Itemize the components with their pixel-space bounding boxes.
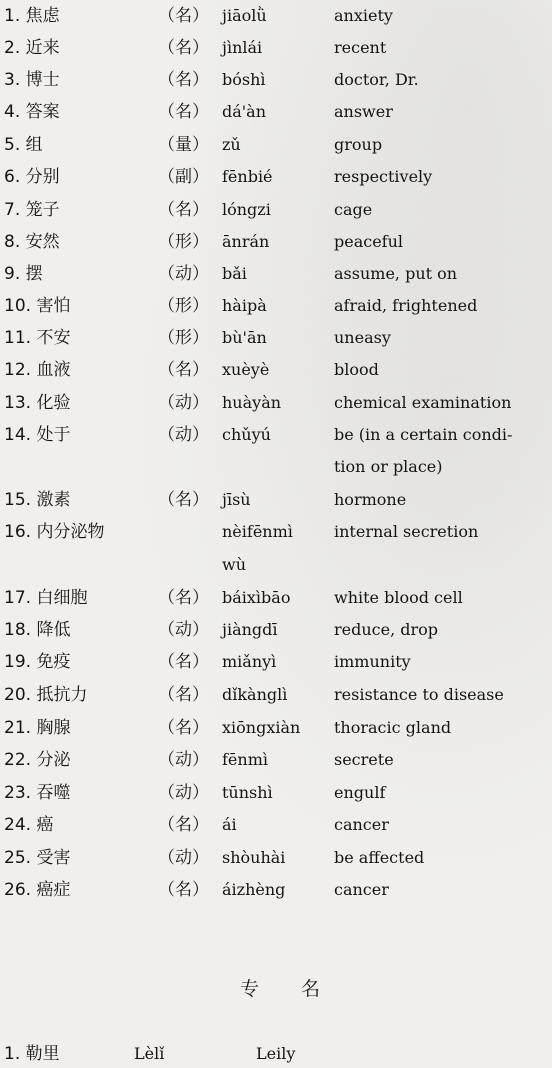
vocab-pinyin: bóshì [222,70,266,89]
vocab-word: 15. 激素 [4,490,71,510]
vocab-gloss: uneasy [334,328,391,347]
vocab-word: 3. 博士 [4,70,60,90]
vocab-item [0,584,552,612]
vocab-pinyin: tūnshì [222,783,273,802]
vocab-item [0,779,552,807]
vocab-part-of-speech: （动） [158,848,209,868]
proper-name-gloss: Leily [256,1044,296,1063]
vocab-pinyin: fēnmì [222,750,268,769]
vocab-word: 23. 吞噬 [4,783,71,803]
vocab-word: 19. 免疫 [4,652,71,672]
vocab-item [0,518,552,546]
vocab-part-of-speech: （动） [158,425,209,445]
vocab-part-of-speech: （名） [158,360,209,380]
vocab-word: 2. 近来 [4,38,60,58]
vocab-gloss: be (in a certain condi- [334,425,513,444]
vocab-pinyin-continuation: wù [222,555,246,574]
vocab-pinyin: shòuhài [222,848,286,867]
vocab-part-of-speech: （名） [158,6,209,26]
vocab-item [0,844,552,872]
vocab-gloss: thoracic gland [334,718,452,737]
vocab-pinyin: zǔ [222,135,241,154]
vocab-word: 24. 癌 [4,815,54,835]
vocab-item [0,131,552,159]
vocab-word: 18. 降低 [4,620,71,640]
vocab-gloss: recent [334,38,387,57]
vocab-part-of-speech: （量） [158,135,209,155]
vocab-gloss: peaceful [334,232,404,251]
proper-name-item [0,1040,552,1068]
vocab-gloss: reduce, drop [334,620,439,639]
proper-names-heading: 专 名 [240,978,339,1000]
vocab-item [0,2,552,30]
vocab-pinyin: nèifēnmì [222,522,293,541]
vocab-pinyin: fēnbié [222,167,273,186]
vocab-word: 14. 处于 [4,425,71,445]
vocab-gloss: internal secretion [334,522,479,541]
vocab-pinyin: báixìbāo [222,588,291,607]
vocab-pinyin: hàipà [222,296,267,315]
vocab-item [0,681,552,709]
vocab-word: 1. 焦虑 [4,6,60,26]
vocab-gloss: cancer [334,880,389,899]
vocab-part-of-speech: （动） [158,620,209,640]
vocab-gloss: engulf [334,783,386,802]
vocab-item [0,34,552,62]
vocab-word: 9. 摆 [4,264,43,284]
vocab-pinyin: dǐkànglì [222,685,288,704]
vocab-pinyin: huàyàn [222,393,282,412]
vocab-item [0,196,552,224]
vocab-part-of-speech: （名） [158,718,209,738]
vocab-gloss: blood [334,360,379,379]
vocab-pinyin: bù'ān [222,328,267,347]
vocab-part-of-speech: （动） [158,264,209,284]
vocab-gloss: afraid, frightened [334,296,478,315]
vocab-item [0,876,552,904]
vocab-pinyin: chǔyú [222,425,271,444]
vocab-part-of-speech: （动） [158,393,209,413]
vocab-word: 5. 组 [4,135,43,155]
vocab-gloss: answer [334,102,393,121]
vocab-part-of-speech: （名） [158,815,209,835]
vocab-item [0,66,552,94]
vocab-pinyin: ānrán [222,232,270,251]
vocab-word: 13. 化验 [4,393,71,413]
vocab-part-of-speech: （名） [158,200,209,220]
vocab-gloss: group [334,135,383,154]
vocab-item [0,389,552,417]
vocab-item [0,98,552,126]
vocab-word: 26. 癌症 [4,880,71,900]
vocab-word: 25. 受害 [4,848,71,868]
vocab-gloss: respectively [334,167,433,186]
vocab-gloss: secrete [334,750,394,769]
vocab-item [0,356,552,384]
vocab-pinyin: miǎnyì [222,652,277,671]
vocab-part-of-speech: （名） [158,102,209,122]
vocab-word: 12. 血液 [4,360,71,380]
vocab-item [0,292,552,320]
vocab-gloss: cancer [334,815,389,834]
vocab-gloss: immunity [334,652,411,671]
proper-name-pinyin: Lèlǐ [134,1044,165,1063]
vocab-item [0,486,552,514]
vocab-word: 21. 胸腺 [4,718,71,738]
vocab-gloss: anxiety [334,6,393,25]
vocab-pinyin: xuèyè [222,360,270,379]
vocab-word: 10. 害怕 [4,296,71,316]
vocab-gloss: assume, put on [334,264,458,283]
vocab-part-of-speech: （形） [158,328,209,348]
vocab-gloss: cage [334,200,373,219]
vocab-item [0,228,552,256]
vocab-part-of-speech: （名） [158,70,209,90]
vocab-word: 16. 内分泌物 [4,522,105,542]
vocab-pinyin: jìnlái [222,38,263,57]
vocab-word: 20. 抵抗力 [4,685,88,705]
vocab-gloss-continuation: tion or place) [334,457,443,476]
vocab-pinyin: bǎi [222,264,247,283]
vocab-word: 7. 笼子 [4,200,60,220]
vocab-gloss: resistance to disease [334,685,504,704]
vocab-part-of-speech: （名） [158,490,209,510]
proper-name-word: 1. 勒里 [4,1044,60,1064]
vocab-word: 22. 分泌 [4,750,71,770]
vocab-pinyin: xiōngxiàn [222,718,301,737]
vocab-item [0,746,552,774]
vocab-part-of-speech: （名） [158,38,209,58]
vocab-item [0,163,552,191]
vocab-gloss: hormone [334,490,407,509]
vocab-item [0,616,552,644]
vocab-item [0,811,552,839]
vocab-pinyin: lóngzi [222,200,271,219]
vocab-item [0,648,552,676]
vocab-gloss: chemical examination [334,393,512,412]
vocab-gloss: white blood cell [334,588,463,607]
vocab-part-of-speech: （副） [158,167,209,187]
vocab-part-of-speech: （名） [158,588,209,608]
vocab-word: 4. 答案 [4,102,60,122]
vocab-item [0,324,552,352]
vocab-pinyin: jīsù [222,490,251,509]
vocab-word: 17. 白细胞 [4,588,88,608]
vocab-pinyin: áizhèng [222,880,286,899]
vocab-gloss: doctor, Dr. [334,70,419,89]
vocab-part-of-speech: （形） [158,296,209,316]
vocab-item [0,714,552,742]
vocab-pinyin: ái [222,815,237,834]
vocab-item [0,421,552,449]
vocab-word: 11. 不安 [4,328,71,348]
vocab-item [0,260,552,288]
vocab-word: 8. 安然 [4,232,60,252]
vocab-part-of-speech: （名） [158,880,209,900]
vocab-part-of-speech: （动） [158,750,209,770]
vocab-word: 6. 分别 [4,167,60,187]
vocab-pinyin: dá'àn [222,102,267,121]
vocab-gloss: be affected [334,848,425,867]
vocab-part-of-speech: （名） [158,652,209,672]
vocab-part-of-speech: （名） [158,685,209,705]
vocab-pinyin: jiāolǜ [222,6,267,25]
vocab-part-of-speech: （动） [158,783,209,803]
vocab-part-of-speech: （形） [158,232,209,252]
vocab-pinyin: jiàngdī [222,620,278,639]
